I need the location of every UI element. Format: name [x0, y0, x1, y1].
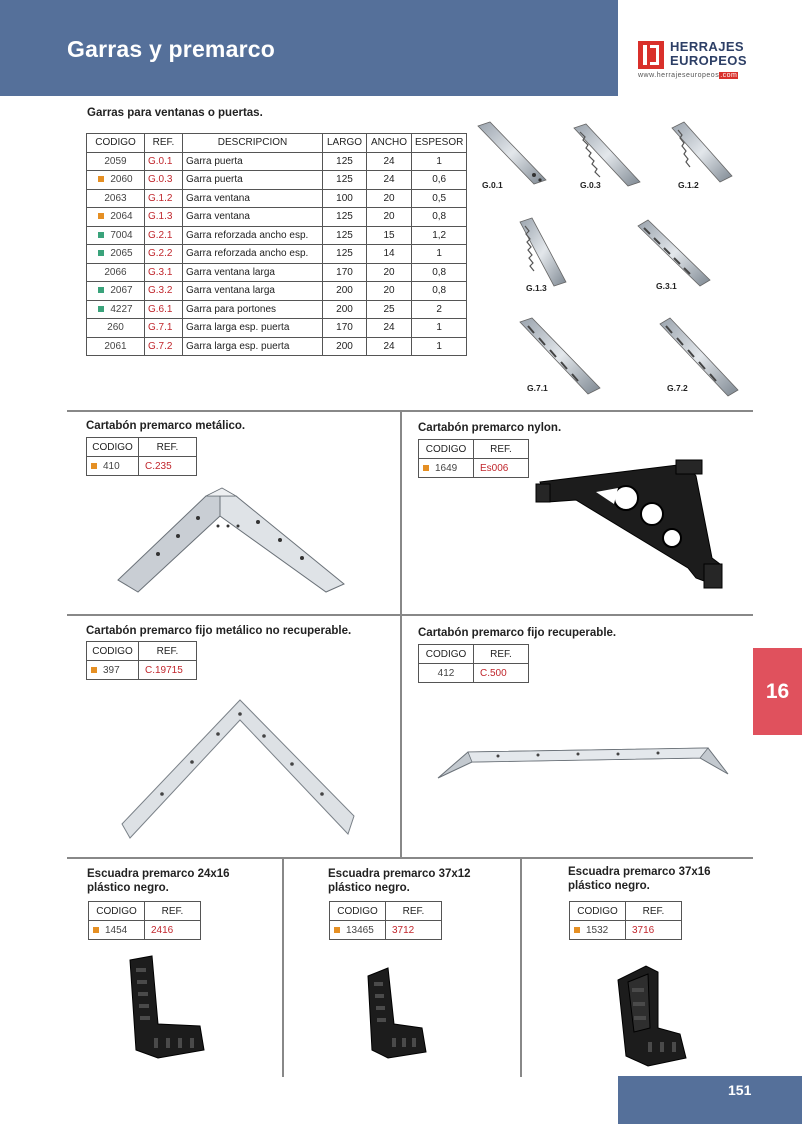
table-row [87, 661, 197, 680]
col-header-codigo: CODIGO [87, 438, 139, 457]
cell-codigo [419, 459, 474, 478]
cell-ancho: 24 [367, 152, 412, 171]
product-table-escuadra-24x16 [88, 901, 201, 940]
divider-v2 [400, 614, 402, 858]
product-title-line1: Escuadra premarco 24x16 [87, 868, 230, 880]
cell-descripcion: Garra ventana larga [183, 263, 323, 282]
cell-ancho: 24 [367, 171, 412, 190]
cell-largo: 125 [323, 208, 367, 227]
stock-marker-icon [423, 465, 429, 471]
product-title-line1: Escuadra premarco 37x16 [568, 866, 711, 878]
col-header-ref: REF. [145, 134, 183, 153]
product-table-cartabon-nylon [418, 439, 529, 478]
cell-ref: C.19715 [139, 661, 197, 680]
stock-marker-icon [98, 250, 104, 256]
garra-photo-g13 [520, 218, 566, 286]
cell-largo: 170 [323, 263, 367, 282]
cell-espesor: 2 [412, 300, 467, 319]
codigo-value: 412 [437, 667, 455, 679]
cell-descripcion: Garra reforzada ancho esp. [183, 226, 323, 245]
fijo-recuperable-photo [438, 744, 730, 784]
cell-ref: Es006 [474, 459, 529, 478]
col-header-codigo: CODIGO [570, 902, 626, 921]
cell-codigo [87, 152, 145, 171]
cell-ref: G.7.2 [145, 337, 183, 356]
cell-codigo [87, 319, 145, 338]
cell-espesor: 1 [412, 337, 467, 356]
cell-codigo [330, 921, 386, 940]
cell-ancho: 25 [367, 300, 412, 319]
product-title-escuadra-24x16 [87, 867, 230, 895]
stock-marker-icon [98, 213, 104, 219]
cell-codigo [87, 245, 145, 264]
cell-espesor: 1 [412, 319, 467, 338]
cell-descripcion: Garra para portones [183, 300, 323, 319]
cell-espesor: 0,5 [412, 189, 467, 208]
col-header-codigo: CODIGO [419, 440, 474, 459]
cell-ref: G.0.3 [145, 171, 183, 190]
garras-table-body [87, 152, 467, 356]
cartabon-metalico-photo [118, 488, 348, 600]
logo-text-line1: HERRAJES [670, 39, 744, 54]
cell-ref: 3712 [386, 921, 442, 940]
cell-codigo [87, 263, 145, 282]
fijo-metalico-photo [122, 696, 358, 842]
table-row [87, 208, 467, 227]
col-header-codigo: CODIGO [89, 902, 145, 921]
product-table-fijo-metalico [86, 641, 197, 680]
garra-photo-g31 [638, 220, 710, 286]
cell-largo: 125 [323, 226, 367, 245]
cell-codigo [87, 661, 139, 680]
product-title-cartabon-nylon: Cartabón premarco nylon. [418, 422, 562, 434]
cell-descripcion: Garra ventana [183, 208, 323, 227]
table-row [89, 921, 201, 940]
divider-v4 [520, 857, 522, 1077]
garra-label-g03: G.0.3 [580, 180, 601, 190]
chapter-tab: 16 [753, 648, 802, 735]
product-title-line1: Escuadra premarco 37x12 [328, 868, 471, 880]
cell-largo: 200 [323, 337, 367, 356]
product-table-cartabon-metalico [86, 437, 197, 476]
table-row [87, 263, 467, 282]
stock-marker-icon [91, 667, 97, 673]
garra-label-g01: G.0.1 [482, 180, 503, 190]
cell-largo: 100 [323, 189, 367, 208]
page-title: Garras y premarco [67, 36, 275, 62]
garras-section-title: Garras para ventanas o puertas. [87, 107, 263, 119]
col-header-largo: LARGO [323, 134, 367, 153]
product-title-escuadra-37x16 [568, 865, 711, 893]
cell-ref: G.3.1 [145, 263, 183, 282]
cell-ref: G.7.1 [145, 319, 183, 338]
cell-codigo [87, 337, 145, 356]
table-row [87, 226, 467, 245]
garra-label-g31: G.3.1 [656, 281, 677, 291]
divider-h2 [67, 614, 753, 616]
stock-marker-icon [334, 927, 340, 933]
cell-descripcion: Garra larga esp. puerta [183, 319, 323, 338]
cell-ref: C.500 [474, 664, 529, 683]
cell-codigo [87, 282, 145, 301]
product-title-cartabon-metalico: Cartabón premarco metálico. [86, 420, 246, 432]
codigo-value: 1649 [435, 462, 458, 474]
codigo-value: 2067 [110, 285, 133, 297]
table-row [87, 337, 467, 356]
col-header-codigo: CODIGO [87, 642, 139, 661]
cell-ancho: 20 [367, 208, 412, 227]
col-header-espesor: ESPESOR [412, 134, 467, 153]
cell-espesor: 0,6 [412, 171, 467, 190]
col-header-ref: REF. [386, 902, 442, 921]
divider-h3 [67, 857, 753, 859]
codigo-value: 397 [103, 664, 120, 676]
codigo-value: 1454 [105, 924, 128, 936]
table-row [87, 152, 467, 171]
col-header-ref: REF. [139, 642, 197, 661]
table-row [570, 921, 682, 940]
table-row [419, 664, 529, 683]
cell-largo: 125 [323, 245, 367, 264]
cell-codigo [87, 226, 145, 245]
cell-largo: 200 [323, 300, 367, 319]
divider-v3 [282, 857, 284, 1077]
codigo-value: 2061 [104, 340, 127, 352]
cell-ref: 2416 [145, 921, 201, 940]
cell-espesor: 1,2 [412, 226, 467, 245]
garra-label-g12: G.1.2 [678, 180, 699, 190]
garras-table [86, 133, 467, 356]
table-row [87, 282, 467, 301]
cell-ancho: 15 [367, 226, 412, 245]
cell-ancho: 20 [367, 263, 412, 282]
stock-marker-icon [574, 927, 580, 933]
cell-codigo [87, 171, 145, 190]
stock-marker-icon [98, 176, 104, 182]
cell-codigo [87, 457, 139, 476]
table-row [87, 245, 467, 264]
escuadra-24x16-photo [124, 954, 208, 1062]
logo-mark-icon [638, 41, 664, 69]
stock-marker-icon [98, 232, 104, 238]
codigo-value: 2060 [110, 174, 133, 186]
codigo-value: 2059 [104, 155, 127, 167]
divider-h1 [67, 410, 753, 412]
garra-label-g71: G.7.1 [527, 383, 548, 393]
cell-espesor: 1 [412, 245, 467, 264]
cell-descripcion: Garra puerta [183, 152, 323, 171]
product-title-escuadra-37x12 [328, 867, 471, 895]
cell-largo: 200 [323, 282, 367, 301]
brand-logo [638, 38, 788, 84]
codigo-value: 260 [107, 322, 124, 334]
cell-descripcion: Garra larga esp. puerta [183, 337, 323, 356]
cell-codigo [419, 664, 474, 683]
logo-url-domain: www.herrajeseuropeos [638, 72, 720, 79]
garra-photo-g12 [672, 122, 732, 182]
col-header-ancho: ANCHO [367, 134, 412, 153]
garra-label-g13: G.1.3 [526, 283, 547, 293]
product-table-escuadra-37x16 [569, 901, 682, 940]
cell-ref: G.1.3 [145, 208, 183, 227]
table-row [87, 319, 467, 338]
col-header-ref: REF. [474, 440, 529, 459]
codigo-value: 2066 [104, 266, 127, 278]
col-header-ref: REF. [145, 902, 201, 921]
cell-codigo [87, 189, 145, 208]
escuadra-37x12-photo [364, 964, 430, 1060]
table-row [419, 459, 529, 478]
cell-ref: G.1.2 [145, 189, 183, 208]
product-title-line2: plástico negro. [568, 880, 650, 892]
col-header-ref: REF. [626, 902, 682, 921]
cell-largo: 125 [323, 171, 367, 190]
garras-photos [470, 118, 760, 408]
cell-ancho: 24 [367, 337, 412, 356]
escuadra-37x16-photo [614, 962, 690, 1070]
codigo-value: 2064 [110, 211, 133, 223]
cell-espesor: 0,8 [412, 208, 467, 227]
cell-espesor: 0,8 [412, 263, 467, 282]
cell-codigo [87, 300, 145, 319]
cell-ref: G.6.1 [145, 300, 183, 319]
cell-ancho: 24 [367, 319, 412, 338]
product-title-line2: plástico negro. [87, 882, 169, 894]
logo-url-suffix: .com [720, 72, 738, 79]
codigo-value: 13465 [346, 924, 374, 936]
col-header-codigo: CODIGO [419, 645, 474, 664]
codigo-value: 7004 [110, 229, 133, 241]
cell-descripcion: Garra reforzada ancho esp. [183, 245, 323, 264]
cell-ref: G.0.1 [145, 152, 183, 171]
table-row [87, 457, 197, 476]
table-row [330, 921, 442, 940]
col-header-ref: REF. [474, 645, 529, 664]
cell-codigo [89, 921, 145, 940]
cell-ref: 3716 [626, 921, 682, 940]
footer-band [618, 1076, 802, 1124]
product-title-fijo-metalico: Cartabón premarco fijo metálico no recuperable. [86, 625, 352, 637]
codigo-value: 2063 [104, 192, 127, 204]
cell-largo: 170 [323, 319, 367, 338]
codigo-value: 410 [103, 460, 120, 472]
cell-ancho: 20 [367, 282, 412, 301]
stock-marker-icon [98, 287, 104, 293]
cell-ref: C.235 [139, 457, 197, 476]
cell-descripcion: Garra ventana larga [183, 282, 323, 301]
codigo-value: 4227 [110, 303, 133, 315]
logo-text-line2: EUROPEOS [670, 53, 747, 68]
table-row [87, 171, 467, 190]
cartabon-nylon-photo [536, 460, 726, 592]
col-header-descripcion: DESCRIPCION [183, 134, 323, 153]
garra-photo-g01 [478, 122, 546, 184]
codigo-value: 1532 [586, 924, 609, 936]
cell-ancho: 14 [367, 245, 412, 264]
cell-descripcion: Garra ventana [183, 189, 323, 208]
cell-codigo [570, 921, 626, 940]
logo-url [638, 72, 738, 79]
garras-table-header [87, 134, 467, 153]
cell-espesor: 0,8 [412, 282, 467, 301]
page-number: 151 [728, 1082, 752, 1098]
product-table-fijo-recuperable [418, 644, 529, 683]
col-header-ref: REF. [139, 438, 197, 457]
stock-marker-icon [93, 927, 99, 933]
stock-marker-icon [98, 306, 104, 312]
cell-ref: G.2.1 [145, 226, 183, 245]
col-header-codigo: CODIGO [87, 134, 145, 153]
divider-v1 [400, 410, 402, 616]
cell-ref: G.2.2 [145, 245, 183, 264]
stock-marker-icon [91, 463, 97, 469]
garra-photo-g03 [574, 124, 640, 186]
product-table-escuadra-37x12 [329, 901, 442, 940]
codigo-value: 2065 [110, 248, 133, 260]
col-header-codigo: CODIGO [330, 902, 386, 921]
cell-ref: G.3.2 [145, 282, 183, 301]
cell-espesor: 1 [412, 152, 467, 171]
table-row [87, 300, 467, 319]
table-row [87, 189, 467, 208]
cell-largo: 125 [323, 152, 367, 171]
cell-ancho: 20 [367, 189, 412, 208]
garra-label-g72: G.7.2 [667, 383, 688, 393]
cell-codigo [87, 208, 145, 227]
cell-descripcion: Garra puerta [183, 171, 323, 190]
product-title-line2: plástico negro. [328, 882, 410, 894]
product-title-fijo-recuperable: Cartabón premarco fijo recuperable. [418, 627, 617, 639]
